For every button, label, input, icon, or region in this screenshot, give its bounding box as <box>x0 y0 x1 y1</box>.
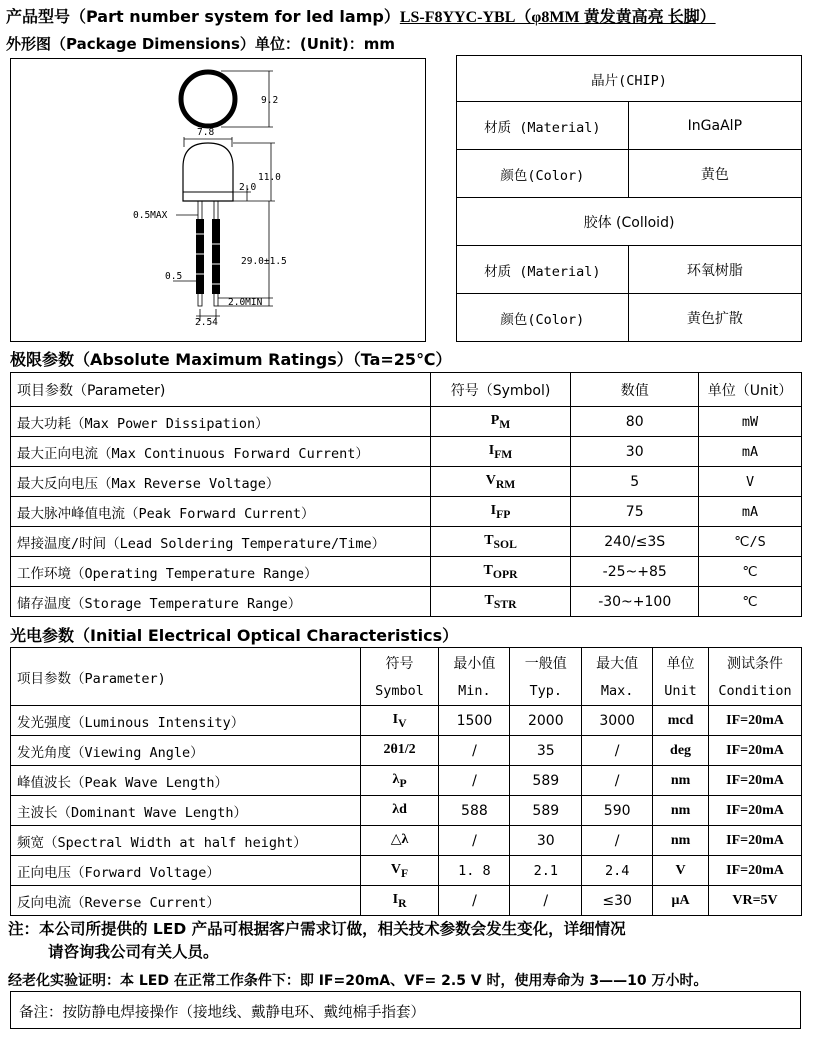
table-row <box>11 587 802 617</box>
unit-cell: V <box>699 467 802 497</box>
package-diagram <box>10 58 426 342</box>
symbol-cell: $I_V$ <box>360 706 439 736</box>
table-row <box>11 557 802 587</box>
note-line-2: 请咨询我公司有关人员。 <box>48 943 219 961</box>
symbol-cell: $V_F$ <box>360 856 439 886</box>
param-cell: 正向电压（Forward Voltage） <box>11 856 361 886</box>
value-cell: 240/≤3S <box>571 527 699 557</box>
eo-header-top: 一般值 <box>510 648 582 678</box>
colloid-material-value: 环氧树脂 <box>628 246 801 294</box>
eo-header-bottom: Typ. <box>510 678 582 706</box>
typ-cell: 2000 <box>510 706 582 736</box>
condition-cell: IF=20mA <box>709 766 802 796</box>
unit-cell: V <box>653 856 709 886</box>
dim-11-0: 11.0 <box>258 172 281 183</box>
unit-cell: mA <box>699 497 802 527</box>
eo-header-bottom: Max. <box>582 678 653 706</box>
dim-7-8: 7.8 <box>197 127 215 138</box>
table-row <box>11 766 802 796</box>
chip-material-value: InGaAlP <box>628 102 801 150</box>
table-row <box>11 527 802 557</box>
max-cell: / <box>582 766 653 796</box>
eo-header-bottom: Unit <box>653 678 709 706</box>
param-cell: 工作环境（Operating Temperature Range） <box>11 557 431 587</box>
eo-table <box>10 647 802 916</box>
eo-header-param: 项目参数（Parameter) <box>11 648 361 706</box>
table-row <box>11 736 802 766</box>
abs-max-heading: 极限参数（Absolute Maximum Ratings）（Ta=25℃） <box>10 350 452 369</box>
condition-cell: IF=20mA <box>709 736 802 766</box>
symbol-cell: $V_{RM}$ <box>430 467 571 497</box>
led-outline-drawing <box>11 59 425 341</box>
param-cell: 最大脉冲峰值电流（Peak Forward Current） <box>11 497 431 527</box>
abs-max-table <box>10 372 802 617</box>
unit-cell: nm <box>653 796 709 826</box>
chip-table <box>456 55 802 342</box>
abs-header-param: 项目参数（Parameter) <box>11 373 431 407</box>
chip-material-label: 材质 (Material) <box>457 102 629 150</box>
dim-2-0: 2.0 <box>239 182 257 193</box>
param-cell: 反向电流（Reverse Current） <box>11 886 361 916</box>
condition-cell: VR=5V <box>709 886 802 916</box>
model-number: LS-F8YYC-YBL（φ8MM 黄发黄高亮 长脚） <box>399 9 716 26</box>
dim-0-5: 0.5 <box>165 271 183 282</box>
eo-header-top: 单位 <box>653 648 709 678</box>
unit-cell: mW <box>699 407 802 437</box>
table-row <box>11 826 802 856</box>
dim-0-5max: 0.5MAX <box>133 210 168 221</box>
dim-29-0: 29.0±1.5 <box>241 256 287 267</box>
param-cell: 峰值波长（Peak Wave Length） <box>11 766 361 796</box>
param-cell: 最大正向电流（Max Continuous Forward Current） <box>11 437 431 467</box>
symbol-cell: 2θ1/2 <box>360 736 439 766</box>
max-cell: / <box>582 826 653 856</box>
min-cell: / <box>439 826 510 856</box>
colloid-color-label: 颜色(Color) <box>457 294 629 342</box>
min-cell: 1500 <box>439 706 510 736</box>
eo-header-bottom: Condition <box>709 678 802 706</box>
param-cell: 焊接温度/时间（Lead Soldering Temperature/Time） <box>11 527 431 557</box>
min-cell: / <box>439 886 510 916</box>
table-row <box>11 886 802 916</box>
min-cell: / <box>439 736 510 766</box>
table-row <box>11 467 802 497</box>
max-cell: ≤30 <box>582 886 653 916</box>
unit-cell: ℃ <box>699 557 802 587</box>
value-cell: 75 <box>571 497 699 527</box>
eo-header-top: 最小值 <box>439 648 510 678</box>
condition-cell: IF=20mA <box>709 796 802 826</box>
condition-cell: IF=20mA <box>709 856 802 886</box>
eo-header-bottom: Symbol <box>360 678 439 706</box>
value-cell: 30 <box>571 437 699 467</box>
param-cell: 储存温度（Storage Temperature Range） <box>11 587 431 617</box>
table-row <box>11 706 802 736</box>
typ-cell: 589 <box>510 766 582 796</box>
table-row <box>11 407 802 437</box>
max-cell: 2.4 <box>582 856 653 886</box>
colloid-color-value: 黄色扩散 <box>628 294 801 342</box>
typ-cell: 589 <box>510 796 582 826</box>
table-row <box>11 796 802 826</box>
title-prefix: 产品型号（Part number system for led lamp） <box>6 7 400 26</box>
param-cell: 发光角度（Viewing Angle） <box>11 736 361 766</box>
abs-header-value: 数值 <box>571 373 699 407</box>
package-dimensions-subtitle: 外形图（Package Dimensions）单位：(Unit)：mm <box>6 35 396 53</box>
remark-box: 备注：按防静电焊接操作（接地线、戴静电环、戴纯棉手指套） <box>10 991 801 1029</box>
min-cell: 1. 8 <box>439 856 510 886</box>
typ-cell: 30 <box>510 826 582 856</box>
max-cell: / <box>582 736 653 766</box>
value-cell: 80 <box>571 407 699 437</box>
symbol-cell: △λ <box>360 826 439 856</box>
chip-color-label: 颜色(Color) <box>457 150 629 198</box>
chip-color-value: 黄色 <box>628 150 801 198</box>
eo-header-bottom: Min. <box>439 678 510 706</box>
unit-cell: nm <box>653 826 709 856</box>
aging-note: 经老化实验证明：本 LED 在正常工作条件下：即 IF=20mA、VF= 2.5 V 时，使用寿命为 3——10 万小时。 <box>8 973 708 989</box>
max-cell: 3000 <box>582 706 653 736</box>
value-cell: -25~+85 <box>571 557 699 587</box>
symbol-cell: $P_M$ <box>430 407 571 437</box>
note-line-1: 注：本公司所提供的 LED 产品可根据客户需求订做，相关技术参数会发生变化，详细情况 <box>8 920 626 938</box>
unit-cell: ℃ <box>699 587 802 617</box>
abs-header-symbol: 符号（Symbol) <box>430 373 571 407</box>
symbol-cell: $I_{FP}$ <box>430 497 571 527</box>
param-cell: 频宽（Spectral Width at half height） <box>11 826 361 856</box>
dim-2-0min: 2.0MIN <box>228 297 263 308</box>
symbol-cell: $I_R$ <box>360 886 439 916</box>
symbol-cell: $\lambda_P$ <box>360 766 439 796</box>
colloid-material-label: 材质 (Material) <box>457 246 629 294</box>
symbol-cell: λd <box>360 796 439 826</box>
eo-header-top: 最大值 <box>582 648 653 678</box>
min-cell: / <box>439 766 510 796</box>
condition-cell: IF=20mA <box>709 706 802 736</box>
typ-cell: / <box>510 886 582 916</box>
param-cell: 主波长（Dominant Wave Length） <box>11 796 361 826</box>
table-row <box>11 497 802 527</box>
symbol-cell: $I_{FM}$ <box>430 437 571 467</box>
eo-header-top: 符号 <box>360 648 439 678</box>
typ-cell: 35 <box>510 736 582 766</box>
product-title <box>6 4 716 27</box>
abs-header-unit: 单位（Unit） <box>699 373 802 407</box>
colloid-header: 胶体 (Colloid) <box>457 198 802 246</box>
symbol-cell: $T_{STR}$ <box>430 587 571 617</box>
table-row <box>11 437 802 467</box>
typ-cell: 2.1 <box>510 856 582 886</box>
symbol-cell: $T_{SOL}$ <box>430 527 571 557</box>
symbol-cell: $T_{OPR}$ <box>430 557 571 587</box>
min-cell: 588 <box>439 796 510 826</box>
dim-2-54: 2.54 <box>195 317 218 328</box>
dim-9-2: 9.2 <box>261 95 279 106</box>
chip-header: 晶片(CHIP) <box>457 56 802 102</box>
max-cell: 590 <box>582 796 653 826</box>
param-cell: 发光强度（Luminous Intensity） <box>11 706 361 736</box>
value-cell: 5 <box>571 467 699 497</box>
unit-cell: deg <box>653 736 709 766</box>
unit-cell: nm <box>653 766 709 796</box>
table-row <box>11 856 802 886</box>
condition-cell: IF=20mA <box>709 826 802 856</box>
eo-header-top: 测试条件 <box>709 648 802 678</box>
value-cell: -30~+100 <box>571 587 699 617</box>
unit-cell: mcd <box>653 706 709 736</box>
param-cell: 最大功耗（Max Power Dissipation） <box>11 407 431 437</box>
unit-cell: mA <box>699 437 802 467</box>
param-cell: 最大反向电压（Max Reverse Voltage） <box>11 467 431 497</box>
unit-cell: μA <box>653 886 709 916</box>
eo-heading: 光电参数（Initial Electrical Optical Characteristics） <box>10 626 459 645</box>
unit-cell: ℃/S <box>699 527 802 557</box>
